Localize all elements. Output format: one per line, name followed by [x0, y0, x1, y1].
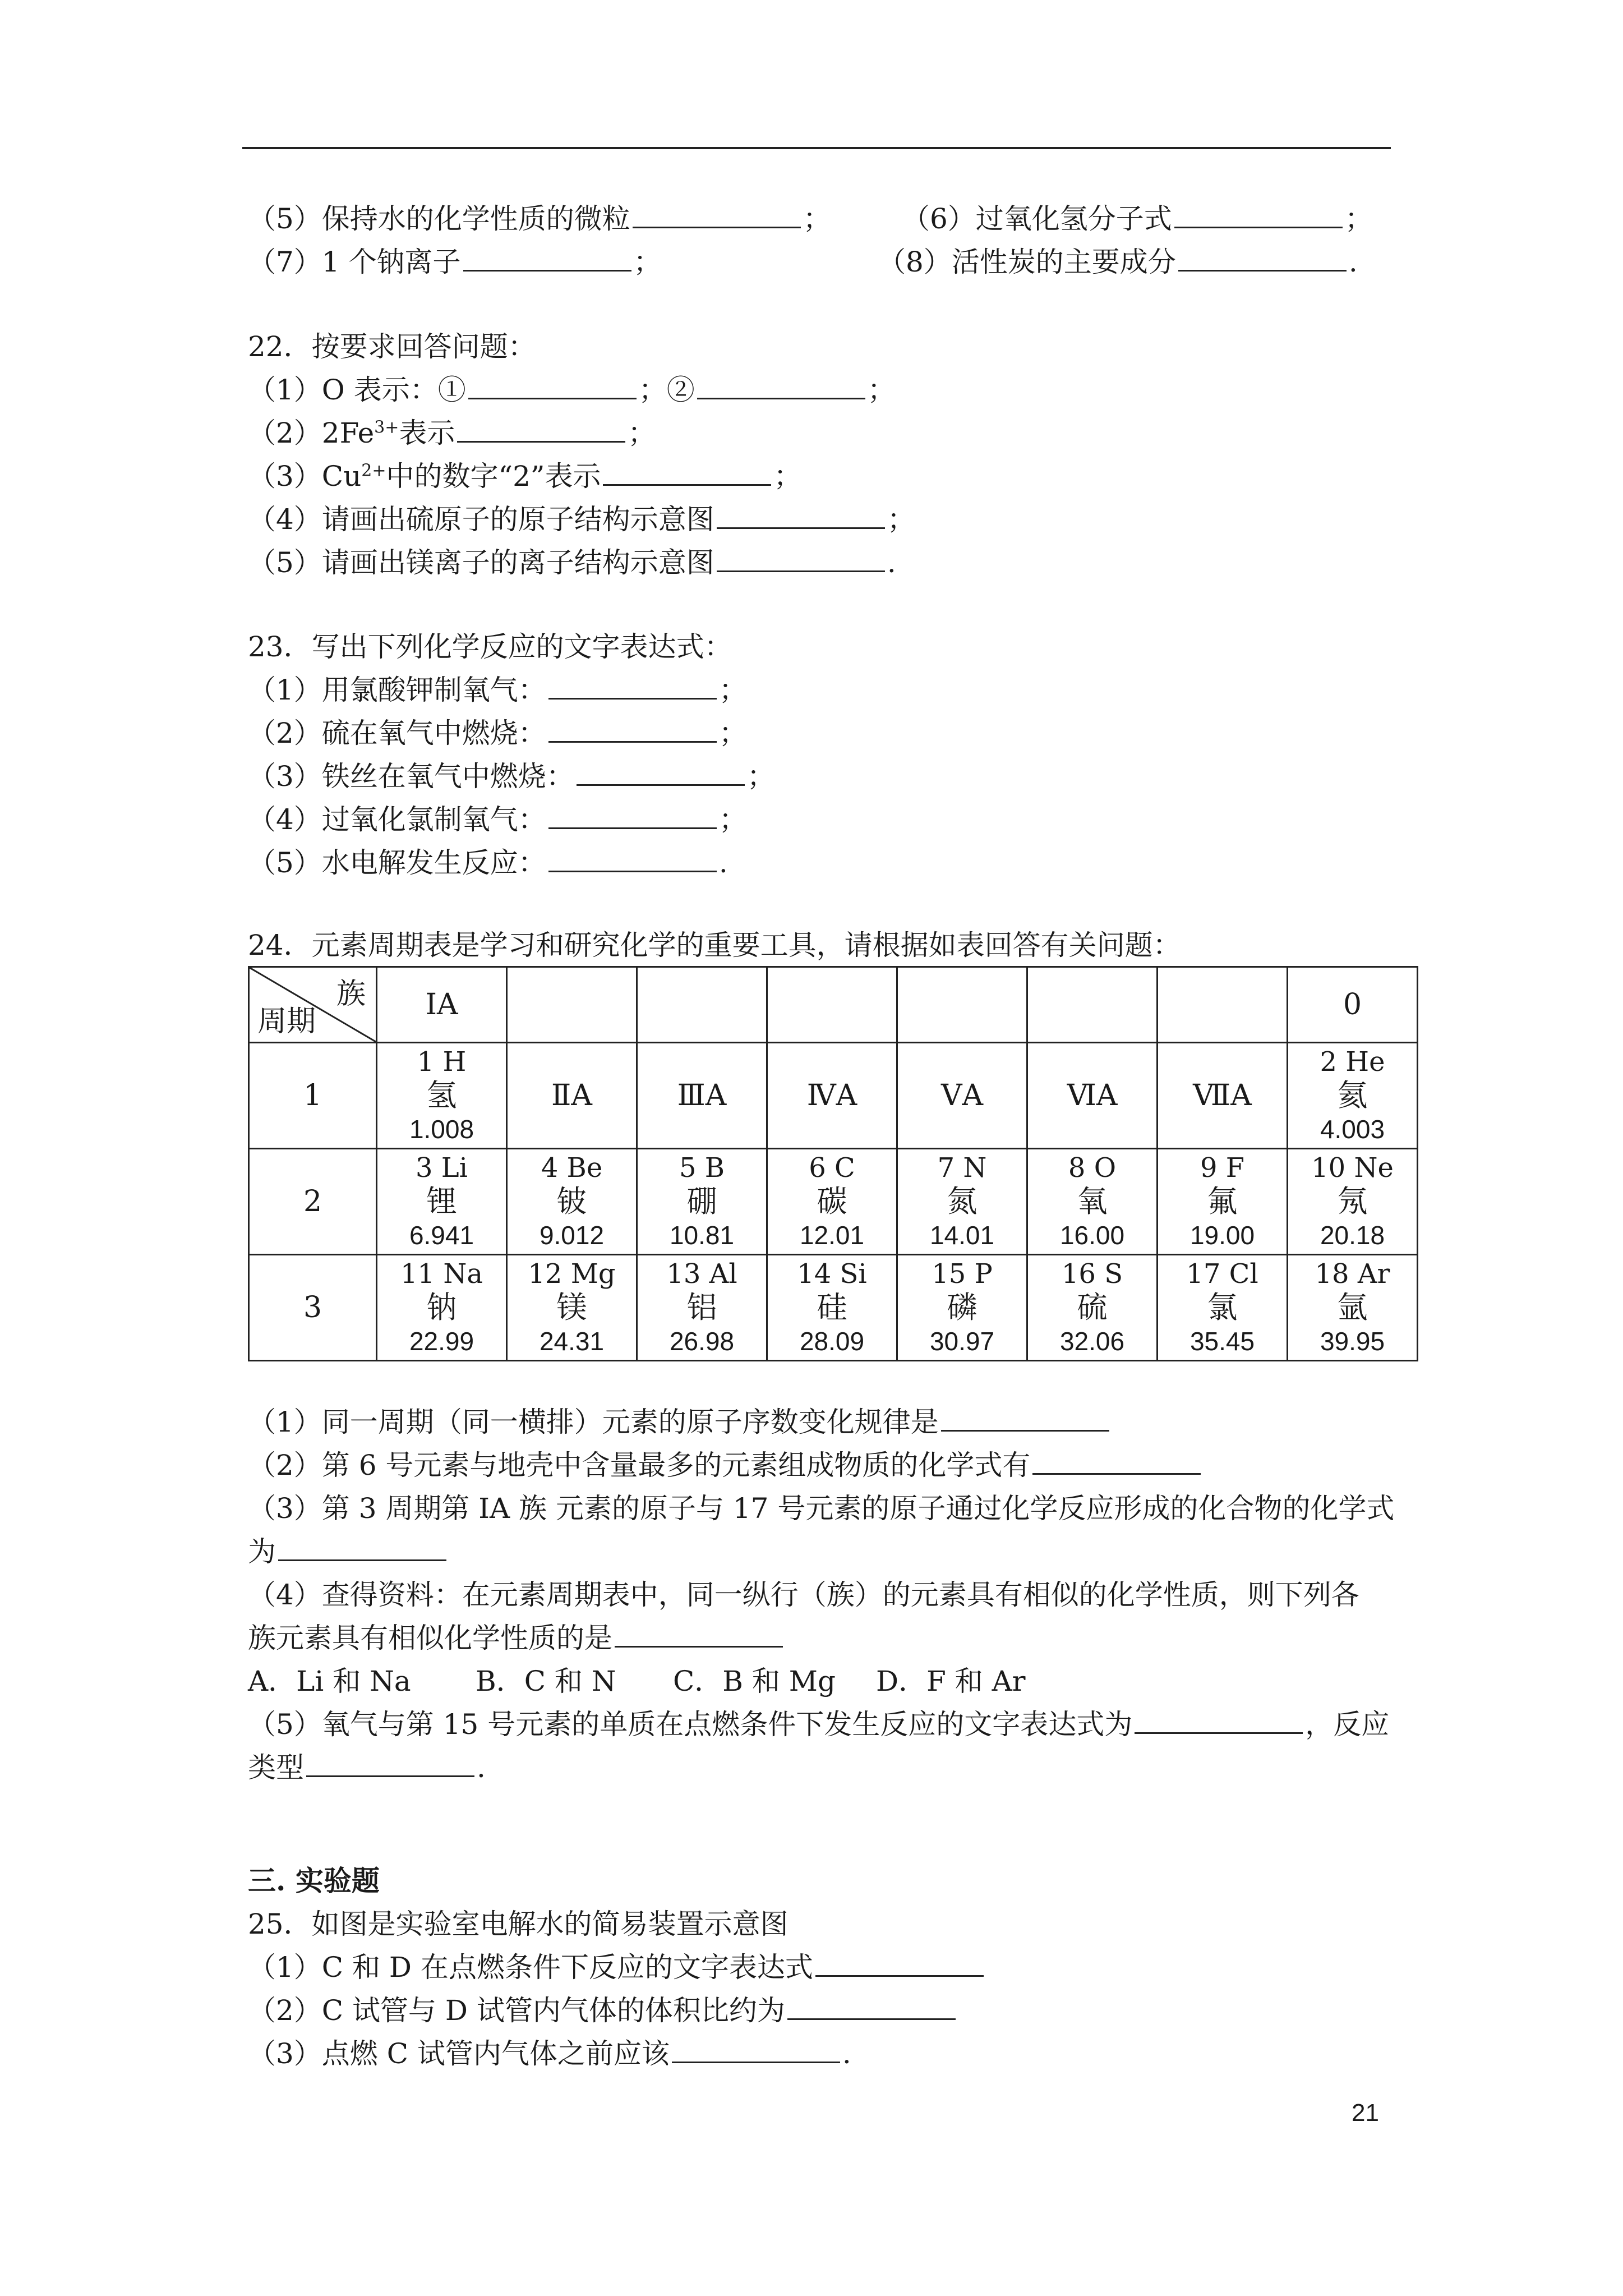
- element-cell: 12 Mg 镁 24.31: [507, 1255, 637, 1361]
- answer-blank[interactable]: [1178, 243, 1347, 272]
- group-label-cell: ⅥA: [1027, 1043, 1158, 1149]
- q23-item-5: （5）水电解发生反应： .: [248, 843, 728, 882]
- group-label-cell: ⅡA: [507, 1043, 637, 1149]
- element-cell: 17 Cl 氯 35.45: [1158, 1255, 1288, 1361]
- q22-item-2: $(2)2Fe^{3+}$表示 ；: [248, 413, 656, 453]
- answer-blank[interactable]: [548, 714, 717, 743]
- element-cell: 2 He 氦 4.003: [1288, 1043, 1418, 1149]
- q24-title: 24．元素周期表是学习和研究化学的重要工具，请根据如表回答有关问题：: [248, 929, 1181, 961]
- answer-blank[interactable]: [697, 371, 865, 399]
- q24-sub-4-line1: （4）查得资料：在元素周期表中，同一纵行（族）的元素具有相似的化学性质，则下列各: [248, 1579, 1359, 1611]
- period-cell: 1: [249, 1043, 377, 1149]
- q25-item-1: （1）C 和 D 在点燃条件下反应的文字表达式: [248, 1948, 986, 1987]
- answer-blank[interactable]: [1174, 200, 1343, 228]
- element-cell: 18 Ar 氩 39.95: [1288, 1255, 1418, 1361]
- table-corner-cell: [249, 967, 377, 1043]
- q23-item-3: （3）铁丝在氧气中燃烧： ；: [248, 757, 775, 796]
- answer-blank[interactable]: [717, 544, 885, 572]
- element-cell: 11 Na 钠 22.99: [377, 1255, 507, 1361]
- q21-item-6: （6）过氧化氢分子式 ；: [902, 199, 1373, 238]
- group-label-cell: ⅤA: [897, 1043, 1027, 1149]
- q24-sub-4-line2: 族元素具有相似化学性质的是: [248, 1618, 785, 1658]
- header-rule: [242, 147, 1391, 149]
- answer-blank[interactable]: [1135, 1705, 1303, 1734]
- q23-item-4: （4）过氧化氯制氧气： ；: [248, 800, 747, 839]
- element-cell: 6 C 碳 12.01: [767, 1149, 897, 1255]
- q24-sub-1: （1）同一周期（同一横排）元素的原子序数变化规律是: [248, 1402, 1112, 1442]
- header-cell: [897, 967, 1027, 1043]
- q24-sub-3-line2: 为: [248, 1532, 449, 1571]
- header-cell: [507, 967, 637, 1043]
- answer-blank[interactable]: [633, 200, 801, 228]
- answer-blank[interactable]: [815, 1948, 984, 1977]
- answer-blank[interactable]: [306, 1749, 474, 1777]
- group-label-cell: ⅢA: [637, 1043, 767, 1149]
- element-cell: 10 Ne 氖 20.18: [1288, 1149, 1418, 1255]
- q22-item-3: $(3)Cu^{2+}$中的数字“2”表示 ；: [248, 457, 801, 496]
- q25-item-2: （2）C 试管与 D 试管内气体的体积比约为: [248, 1991, 958, 2030]
- element-cell: 14 Si 硅 28.09: [767, 1255, 897, 1361]
- periodic-table: [248, 966, 1418, 1361]
- element-cell: 15 P 磷 30.97: [897, 1255, 1027, 1361]
- q24-option-b: B．C 和 N: [476, 1665, 616, 1697]
- table-row: [249, 1255, 1418, 1361]
- header-cell: [767, 967, 897, 1043]
- q21-item-7: （7）1 个钠离子 ；: [248, 242, 662, 282]
- element-cell: 16 S 硫 32.06: [1027, 1255, 1158, 1361]
- answer-blank[interactable]: [548, 800, 717, 829]
- answer-blank[interactable]: [457, 414, 625, 443]
- table-header-row: [249, 967, 1418, 1043]
- q22-title: 22．按要求回答问题：: [248, 330, 536, 363]
- q21-item-5: （5）保持水的化学性质的微粒 ；: [248, 199, 831, 238]
- q24-sub-2: （2）第 6 号元素与地壳中含量最多的元素组成物质的化学式有: [248, 1446, 1203, 1485]
- q24-option-c: C．B 和 Mg: [673, 1665, 836, 1697]
- corner-group-label: 族: [336, 977, 366, 1011]
- q24-sub-5-line2: 类型 .: [248, 1748, 486, 1787]
- period-cell: 2: [249, 1149, 377, 1255]
- answer-blank[interactable]: [577, 757, 745, 786]
- table-row: [249, 1043, 1418, 1149]
- q24-sub-3-line1: （3）第 3 周期第 IA 族 元素的原子与 17 号元素的原子通过化学反应形成的化合物的化学式: [248, 1492, 1395, 1525]
- answer-blank[interactable]: [941, 1403, 1109, 1432]
- section-title: 三. 实验题: [248, 1864, 380, 1897]
- group-label-cell: ⅦA: [1158, 1043, 1288, 1149]
- answer-blank[interactable]: [463, 243, 631, 272]
- element-cell: 13 Al 铝 26.98: [637, 1255, 767, 1361]
- answer-blank[interactable]: [278, 1533, 446, 1561]
- q23-item-2: （2）硫在氧气中燃烧： ；: [248, 714, 747, 753]
- header-cell: [637, 967, 767, 1043]
- answer-blank[interactable]: [548, 671, 717, 700]
- answer-blank[interactable]: [1032, 1446, 1201, 1475]
- element-cell: 3 Li 锂 6.941: [377, 1149, 507, 1255]
- header-cell: [1158, 967, 1288, 1043]
- answer-blank[interactable]: [717, 500, 885, 529]
- q22-item-5: （5）请画出镁离子的离子结构示意图 .: [248, 543, 896, 582]
- q22-item-4: （4）请画出硫原子的原子结构示意图 ；: [248, 500, 915, 539]
- group-label-cell: ⅣA: [767, 1043, 897, 1149]
- q24-option-a: A．Li 和 Na: [248, 1665, 411, 1697]
- q24-sub-5-line1: （5）氧气与第 15 号元素的单质在点燃条件下发生反应的文字表达式为 ，反应: [248, 1705, 1389, 1744]
- header-cell: [1027, 967, 1158, 1043]
- answer-blank[interactable]: [672, 2035, 840, 2063]
- q25-title: 25．如图是实验室电解水的简易装置示意图: [248, 1908, 789, 1940]
- page-number: 21: [1352, 2099, 1379, 2127]
- answer-blank[interactable]: [787, 1991, 956, 2020]
- corner-period-label: 周期: [257, 1005, 316, 1038]
- q25-item-3: （3）点燃 C 试管内气体之前应该 .: [248, 2034, 851, 2073]
- period-cell: 3: [249, 1255, 377, 1361]
- element-cell: 8 O 氧 16.00: [1027, 1149, 1158, 1255]
- element-cell: 5 B 硼 10.81: [637, 1149, 767, 1255]
- q21-item-8: （8）活性炭的主要成分 .: [878, 242, 1358, 282]
- element-cell: 9 F 氟 19.00: [1158, 1149, 1288, 1255]
- header-cell: ⅠA: [377, 967, 507, 1043]
- q24-option-d: D．F 和 Ar: [876, 1665, 1026, 1697]
- table-row: [249, 1149, 1418, 1255]
- answer-blank[interactable]: [548, 844, 717, 872]
- header-cell: 0: [1288, 967, 1418, 1043]
- q23-title: 23．写出下列化学反应的文字表达式：: [248, 631, 732, 663]
- answer-blank[interactable]: [615, 1619, 783, 1648]
- q22-item-1: （1）O 表示：① ；② ；: [248, 370, 896, 409]
- element-cell: 4 Be 铍 9.012: [507, 1149, 637, 1255]
- answer-blank[interactable]: [468, 371, 637, 399]
- element-cell: 1 H 氢 1.008: [377, 1043, 507, 1149]
- element-cell: 7 N 氮 14.01: [897, 1149, 1027, 1255]
- q23-item-1: （1）用氯酸钾制氧气： ；: [248, 670, 747, 710]
- answer-blank[interactable]: [603, 457, 771, 486]
